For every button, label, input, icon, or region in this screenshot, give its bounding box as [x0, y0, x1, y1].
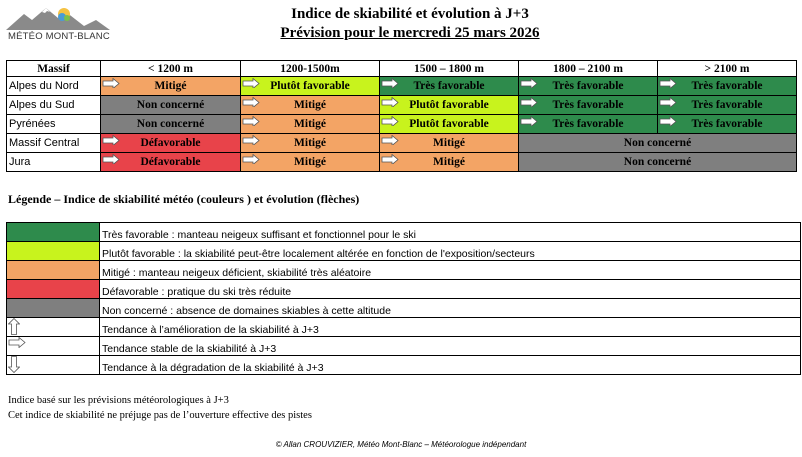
massif-name: Massif Central	[7, 134, 101, 153]
skiability-cell	[380, 77, 519, 96]
skiability-cell	[101, 153, 241, 172]
skiability-label: Mitigé	[294, 118, 326, 130]
massif-name: Jura	[7, 153, 101, 172]
page-title: Indice de skiabilité et évolution à J+3	[291, 6, 529, 22]
table-row	[7, 96, 797, 115]
legend-row	[7, 318, 801, 337]
legend-row	[7, 337, 801, 356]
skiability-cell	[241, 134, 380, 153]
legend-text: Tendance à la dégradation de la skiabilité à J+3	[100, 356, 801, 375]
skiability-label: Plutôt favorable	[270, 80, 350, 92]
skiability-cell	[380, 134, 519, 153]
skiability-label: Mitigé	[294, 137, 326, 149]
skiability-label: Mitigé	[154, 80, 187, 92]
meteo-mont-blanc-logo	[6, 4, 110, 44]
massif-name: Alpes du Nord	[7, 77, 101, 96]
legend-row	[7, 242, 801, 261]
table-row	[7, 134, 797, 153]
right-arrow-icon	[381, 78, 399, 88]
skiability-cell	[241, 96, 380, 115]
table-row	[7, 115, 797, 134]
massif-name: Pyrénées	[7, 115, 101, 134]
legend-row	[7, 356, 801, 375]
skiability-cell	[241, 77, 380, 96]
skiability-label: Très favorable	[552, 80, 624, 92]
skiability-cell	[380, 115, 519, 134]
right-arrow-icon	[659, 97, 677, 107]
legend-color-swatch	[7, 223, 100, 242]
skiability-label: Défavorable	[140, 156, 201, 168]
right-arrow-icon	[520, 97, 538, 107]
right-arrow-icon	[102, 78, 120, 88]
skiability-cell	[658, 77, 797, 96]
right-arrow-icon	[102, 135, 120, 145]
right-arrow-icon	[520, 116, 538, 126]
right-arrow-icon	[381, 154, 399, 164]
right-arrow-icon	[242, 135, 260, 145]
legend-text: Tendance stable de la skiabilité à J+3	[100, 337, 801, 356]
skiability-label: Non concerné	[136, 99, 205, 111]
legend-arrow-cell	[7, 318, 100, 337]
note-line-2: Cet indice de skiabilité ne préjuge pas de l’ouverture effective des pistes	[8, 410, 312, 421]
skiability-cell	[519, 153, 797, 172]
skiability-label: Mitigé	[294, 99, 326, 111]
legend-text: Non concerné : absence de domaines skiables à cette altitude	[100, 299, 801, 318]
right-arrow-icon	[242, 154, 260, 164]
column-header-altitude: > 2100 m	[658, 61, 797, 77]
skiability-cell	[241, 115, 380, 134]
right-arrow-icon	[381, 116, 399, 126]
column-header-altitude: 1800 – 2100 m	[519, 61, 658, 77]
massif-name: Alpes du Sud	[7, 96, 101, 115]
skiability-cell	[101, 96, 241, 115]
skiability-label: Très favorable	[552, 99, 624, 111]
legend-text: Plutôt favorable : la skiabilité peut-être localement altérée en fonction de l'exposition/secteurs	[100, 242, 801, 261]
skiability-label: Très favorable	[552, 118, 624, 130]
skiability-cell	[101, 134, 241, 153]
skiability-cell	[380, 96, 519, 115]
logo-text: MÉTÉO MONT-BLANC	[8, 31, 110, 42]
legend-color-swatch	[7, 261, 100, 280]
skiability-cell	[101, 115, 241, 134]
legend-row	[7, 280, 801, 299]
legend-title: Légende – Indice de skiabilité météo (couleurs ) et évolution (flèches)	[8, 192, 360, 206]
skiability-cell	[519, 134, 797, 153]
right-arrow-icon	[242, 78, 260, 88]
skiability-cell	[101, 77, 241, 96]
skiability-label: Plutôt favorable	[409, 99, 489, 111]
legend-row	[7, 261, 801, 280]
skiability-label: Mitigé	[433, 137, 465, 149]
legend-row	[7, 299, 801, 318]
right-arrow-icon	[659, 116, 677, 126]
table-row	[7, 153, 797, 172]
skiability-label: Mitigé	[433, 156, 465, 168]
right-arrow-icon	[242, 97, 260, 107]
legend-table	[6, 222, 801, 375]
skiability-label: Mitigé	[294, 156, 326, 168]
skiability-cell	[380, 153, 519, 172]
skiability-label: Défavorable	[140, 137, 201, 149]
legend-row	[7, 223, 801, 242]
column-header-massif: Massif	[7, 61, 101, 77]
credit-line: © Allan CROUVIZIER, Météo Mont-Blanc – Météorologue indépendant	[275, 440, 527, 449]
legend-text: Tendance à l’amélioration de la skiabilité à J+3	[100, 318, 801, 337]
legend-arrow-cell	[7, 337, 100, 356]
skiability-label: Plutôt favorable	[409, 118, 489, 130]
right-arrow-icon	[381, 97, 399, 107]
skiability-label: Très favorable	[691, 118, 763, 130]
column-header-altitude: < 1200 m	[101, 61, 241, 77]
skiability-label: Très favorable	[413, 80, 485, 92]
legend-arrow-cell	[7, 356, 100, 375]
legend-color-swatch	[7, 280, 100, 299]
right-arrow-icon	[381, 135, 399, 145]
skiability-label: Très favorable	[691, 80, 763, 92]
skiability-cell	[519, 77, 658, 96]
legend-text: Très favorable : manteau neigeux suffisant et fonctionnel pour le ski	[100, 223, 801, 242]
skiability-cell	[658, 115, 797, 134]
skiability-label: Non concerné	[623, 137, 692, 149]
skiability-table	[6, 60, 797, 172]
mountain-logo-icon	[6, 4, 110, 32]
skiability-cell	[658, 96, 797, 115]
down-arrow-icon	[8, 356, 20, 373]
legend-color-swatch	[7, 242, 100, 261]
up-arrow-icon	[8, 318, 20, 335]
table-body	[7, 77, 797, 172]
skiability-cell	[519, 96, 658, 115]
right-arrow-icon	[242, 116, 260, 126]
right-arrow-icon	[102, 154, 120, 164]
skiability-label: Non concerné	[136, 118, 205, 130]
table-header-row	[7, 61, 797, 77]
legend-color-swatch	[7, 299, 100, 318]
column-header-altitude: 1500 – 1800 m	[380, 61, 519, 77]
skiability-label: Non concerné	[623, 156, 692, 168]
legend-text: Mitigé : manteau neigeux déficient, skiabilité très aléatoire	[100, 261, 801, 280]
table-row	[7, 77, 797, 96]
right-arrow-icon	[520, 78, 538, 88]
right-arrow-icon	[8, 337, 26, 348]
right-arrow-icon	[659, 78, 677, 88]
skiability-cell	[519, 115, 658, 134]
page-subtitle: Prévision pour le mercredi 25 mars 2026	[280, 25, 540, 41]
skiability-cell	[241, 153, 380, 172]
column-header-altitude: 1200-1500m	[241, 61, 380, 77]
skiability-label: Très favorable	[691, 99, 763, 111]
legend-text: Défavorable : pratique du ski très réduite	[100, 280, 801, 299]
note-line-1: Indice basé sur les prévisions météorologiques à J+3	[8, 395, 229, 406]
